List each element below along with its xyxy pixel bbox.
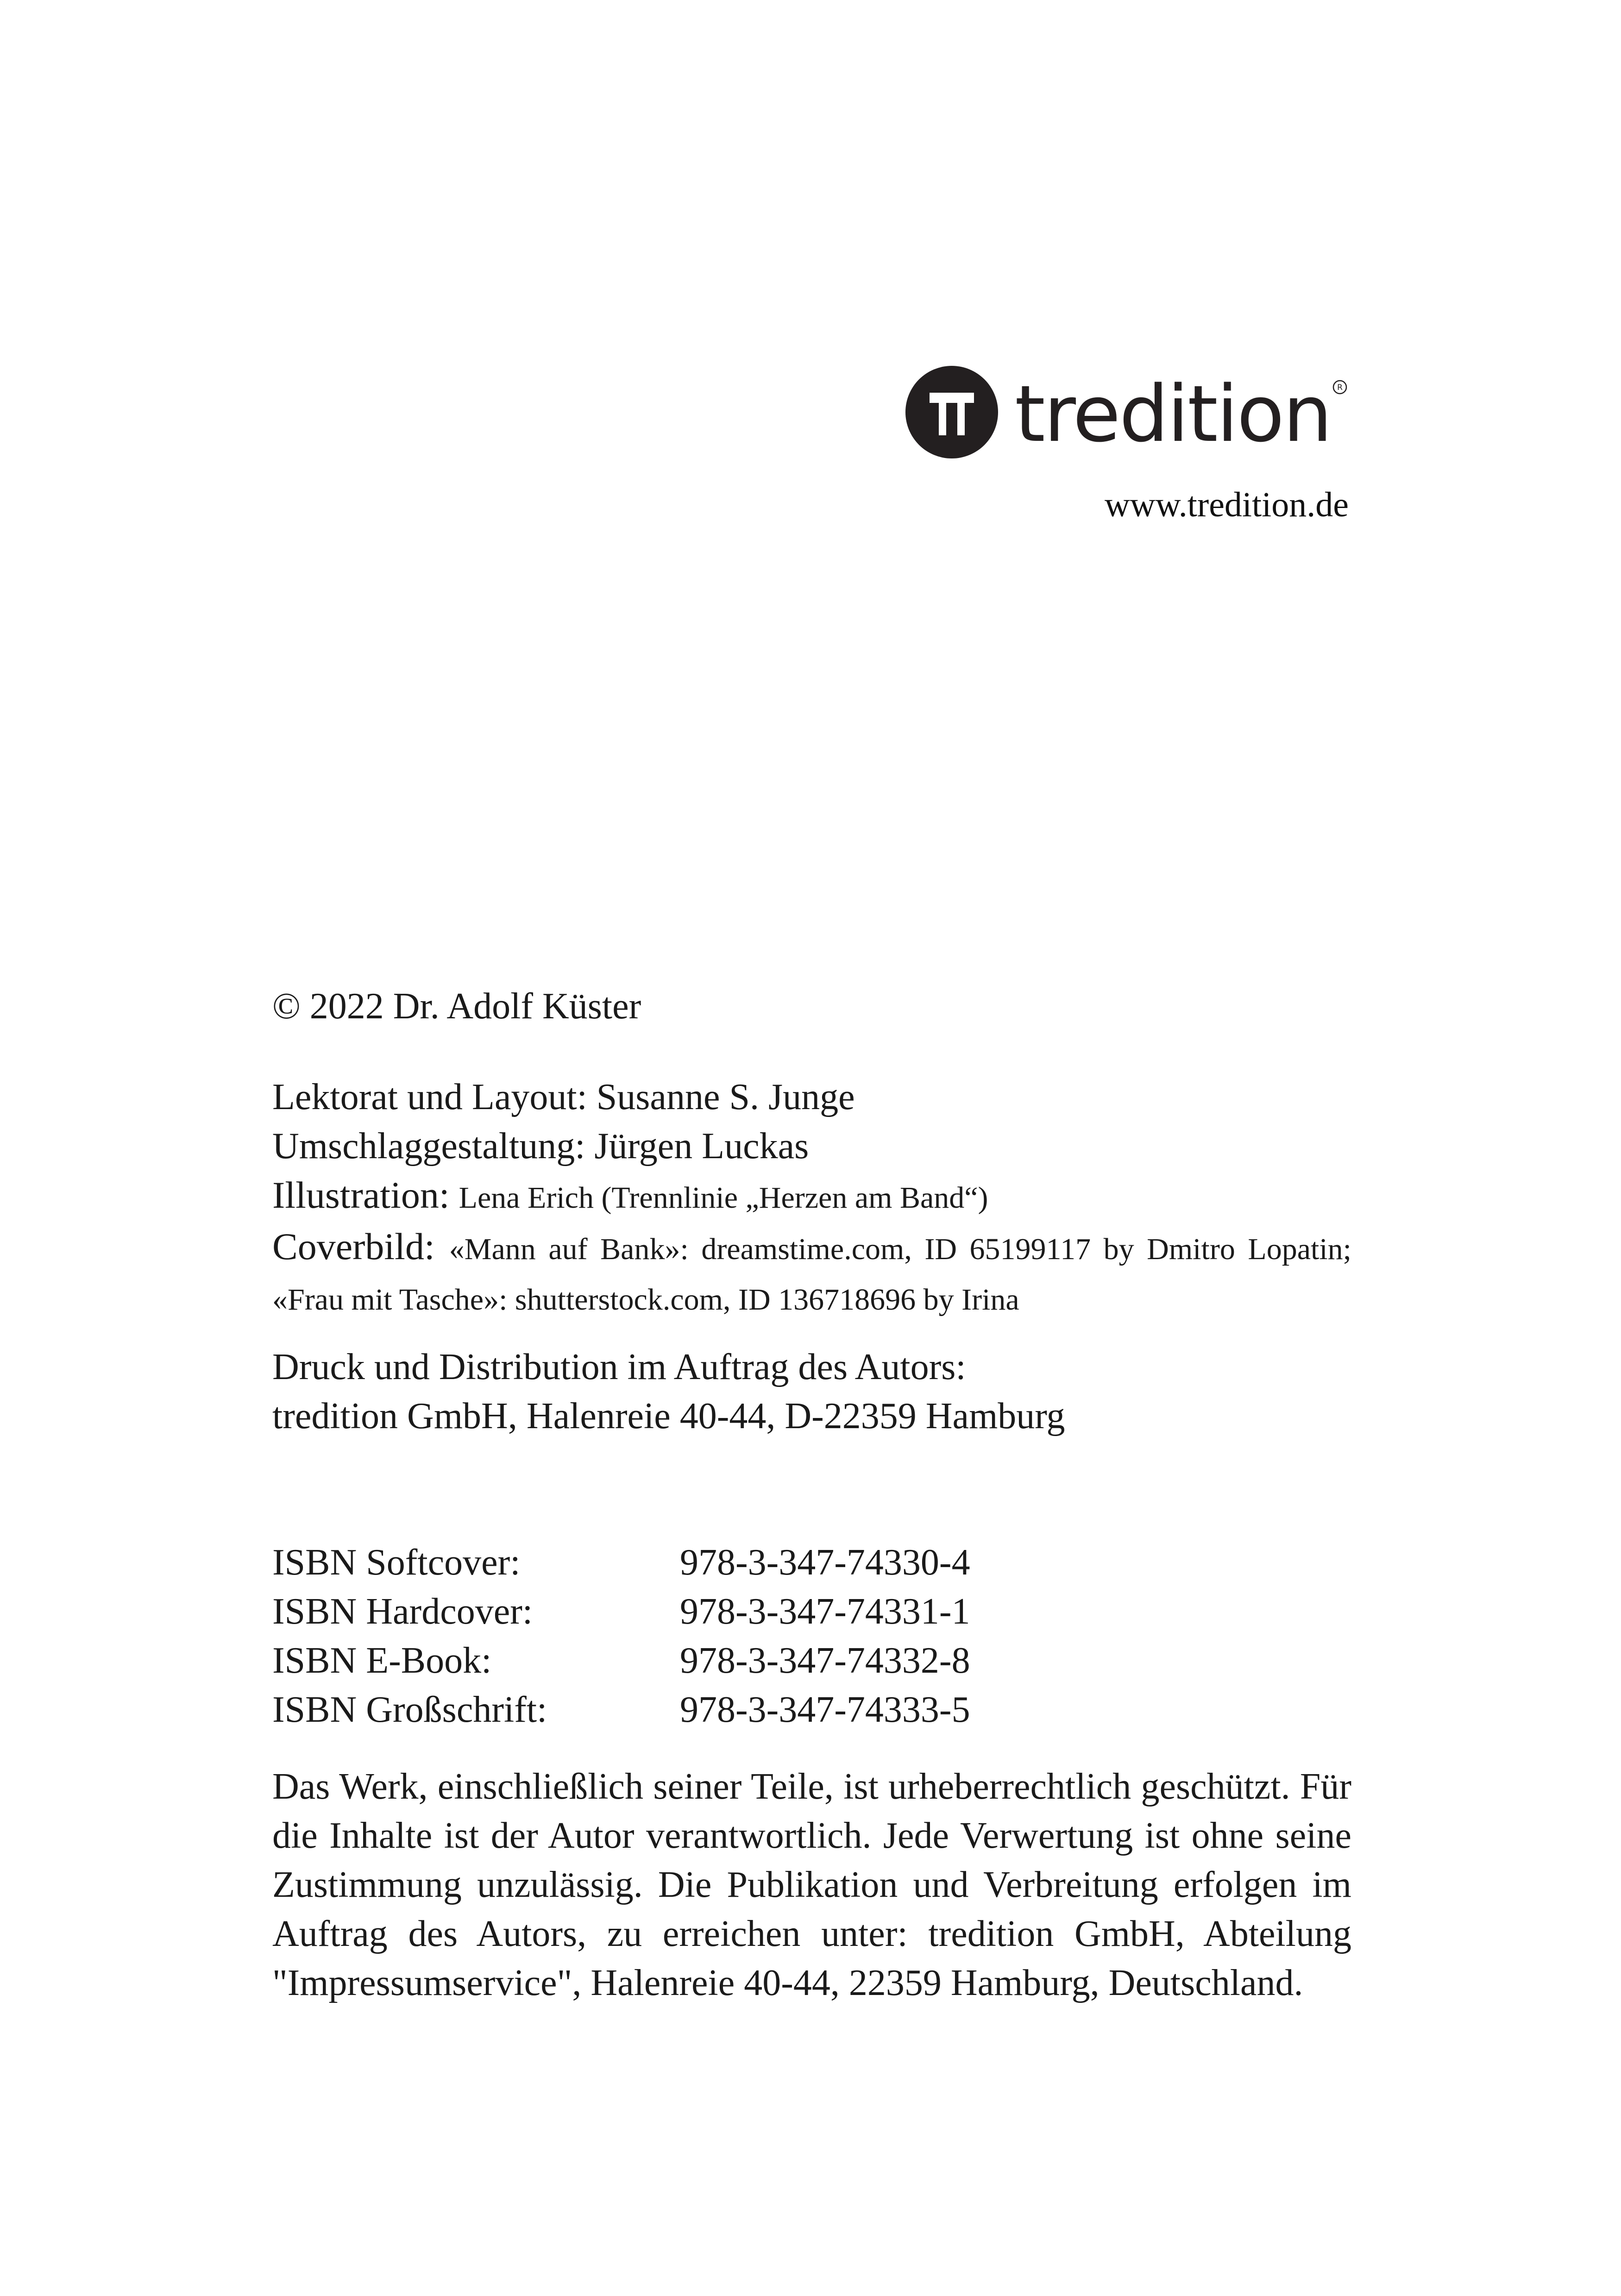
credit-coverbild bbox=[272, 1223, 1351, 1324]
isbn-value: 978-3-347-74330-4 bbox=[680, 1542, 970, 1583]
coverbild-label: Coverbild: bbox=[272, 1225, 435, 1267]
isbn-row bbox=[272, 1685, 970, 1734]
credit-umschlag: Umschlaggestaltung: Jürgen Luckas bbox=[272, 1126, 809, 1167]
credits-block bbox=[272, 1073, 1351, 1324]
registered-trademark-icon bbox=[1332, 380, 1347, 395]
isbn-row bbox=[272, 1538, 970, 1587]
tredition-logo-icon bbox=[905, 366, 998, 458]
legal-notice: Das Werk, einschließlich seiner Teile, ist urheberrechtlich geschützt. Für die Inhalte ist der Autor verantwortlich. Jede Verwertung ist ohne seine Zustimmung unzulässig. Die Publikation und Verbreitung erfolgen im Auftrag des Autors, zu erreichen unter: tredition GmbH, Abteilung "Impressumservice", Halenreie 40-44, 22359 Hamburg, Deutschland. bbox=[272, 1766, 1351, 2003]
print-line-2: tredition GmbH, Halenreie 40-44, D-22359 Hamburg bbox=[272, 1396, 1065, 1437]
illustration-value: Lena Erich (Trennlinie „Herzen am Band“) bbox=[459, 1181, 988, 1215]
illustration-label: Illustration: bbox=[272, 1174, 450, 1216]
isbn-label: ISBN Großschrift: bbox=[272, 1689, 547, 1730]
isbn-value: 978-3-347-74333-5 bbox=[680, 1689, 970, 1730]
isbn-value: 978-3-347-74331-1 bbox=[680, 1591, 970, 1632]
publisher-website: www.tredition.de bbox=[1105, 485, 1349, 524]
isbn-value: 978-3-347-74332-8 bbox=[680, 1640, 970, 1681]
print-distribution-block bbox=[272, 1342, 1351, 1441]
svg-text:R: R bbox=[1337, 383, 1343, 392]
isbn-label: ISBN E-Book: bbox=[272, 1640, 492, 1681]
isbn-label: ISBN Hardcover: bbox=[272, 1591, 533, 1632]
imprint-content bbox=[272, 982, 1351, 2007]
coverbild-value: «Mann auf Bank»: dreamstime.com, ID 65199117 by Dmitro Lopatin; «Frau mit Tasche»: shutterstock.com, ID 136718696 by Irina bbox=[272, 1232, 1351, 1317]
print-line-1: Druck und Distribution im Auftrag des Autors: bbox=[272, 1347, 966, 1387]
isbn-row bbox=[272, 1587, 970, 1636]
credit-lektorat: Lektorat und Layout: Susanne S. Junge bbox=[272, 1077, 855, 1117]
credit-illustration bbox=[272, 1171, 1351, 1223]
isbn-row bbox=[272, 1636, 970, 1685]
isbn-label: ISBN Softcover: bbox=[272, 1542, 521, 1583]
publisher-logo bbox=[905, 366, 1350, 468]
logo-wordmark: tredition bbox=[1015, 369, 1331, 459]
copyright-line: © 2022 Dr. Adolf Küster bbox=[272, 986, 641, 1027]
isbn-table bbox=[272, 1538, 970, 1734]
